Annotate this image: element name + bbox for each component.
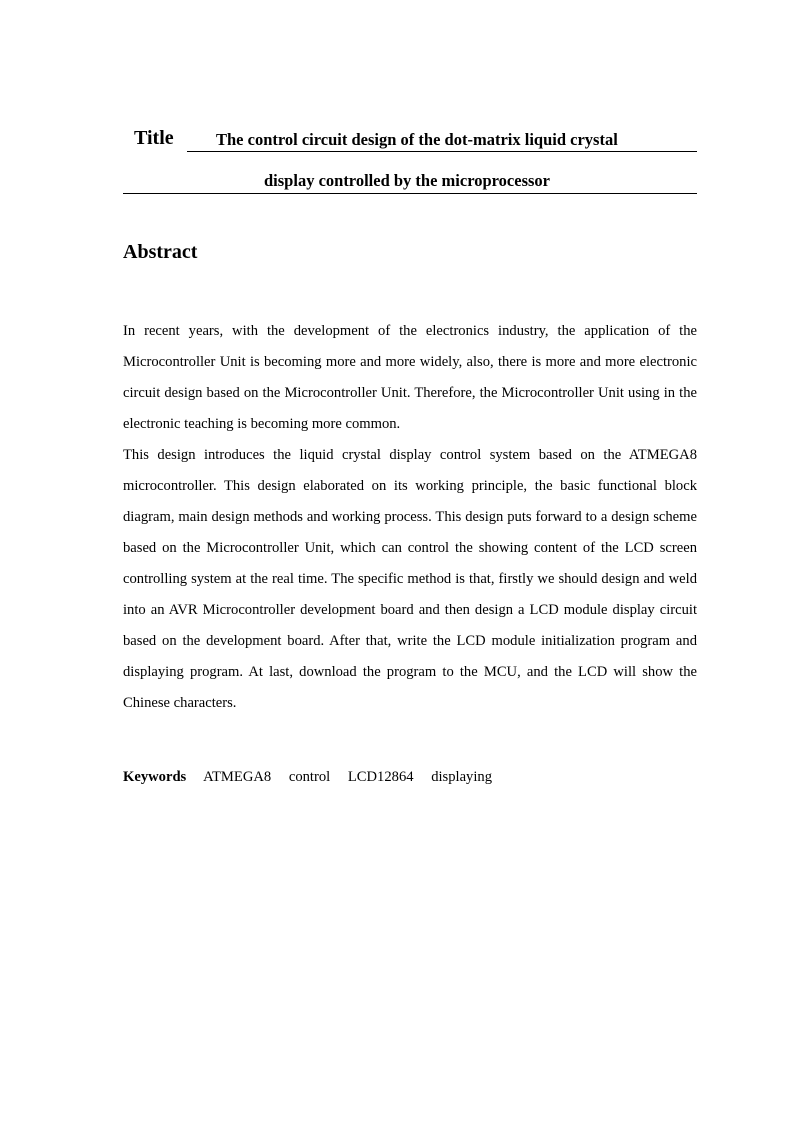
keyword-item: control [288, 769, 331, 785]
keyword-item: ATMEGA8 [203, 769, 272, 785]
keywords-row [123, 767, 506, 787]
abstract-heading: Abstract [123, 241, 198, 263]
abstract-paragraph-2: This design introduces the liquid crystal display control system based on the ATMEGA8 microcontroller. This design elaborated on its working principle, the basic functional block diagram, main design methods and working process. This design puts forward to a design scheme based on the Microcontroller Unit, which can control the showing content of the LCD screen controlling system at the real time. The specific method is that, firstly we should design and weld into an AVR Microcontroller development board and then design a LCD module display circuit based on the development board. After that, write the LCD module initialization program and displaying program. At last, download the program to the MCU, and the LCD will show the Chinese characters. [123, 447, 697, 711]
title-underline-2 [123, 193, 697, 194]
title-text-line-2: display controlled by the microprocessor [264, 171, 550, 190]
title-row-1 [123, 126, 697, 152]
abstract-paragraph-1: In recent years, with the development of the electronics industry, the application of the Microcontroller Unit is becoming more and more widely, also, there is more and more electronic circuit design based on the Microcontroller Unit. Therefore, the Microcontroller Unit using in the electronic teaching is becoming more common. [123, 323, 697, 432]
title-text-line-1: The control circuit design of the dot-matrix liquid crystal [216, 130, 618, 149]
title-row-2 [123, 168, 697, 194]
keyword-item: displaying [431, 769, 492, 785]
title-underline-1 [187, 151, 697, 152]
keywords-label: Keywords [123, 769, 187, 785]
keyword-item: LCD12864 [347, 769, 414, 785]
title-label: Title [134, 127, 174, 149]
